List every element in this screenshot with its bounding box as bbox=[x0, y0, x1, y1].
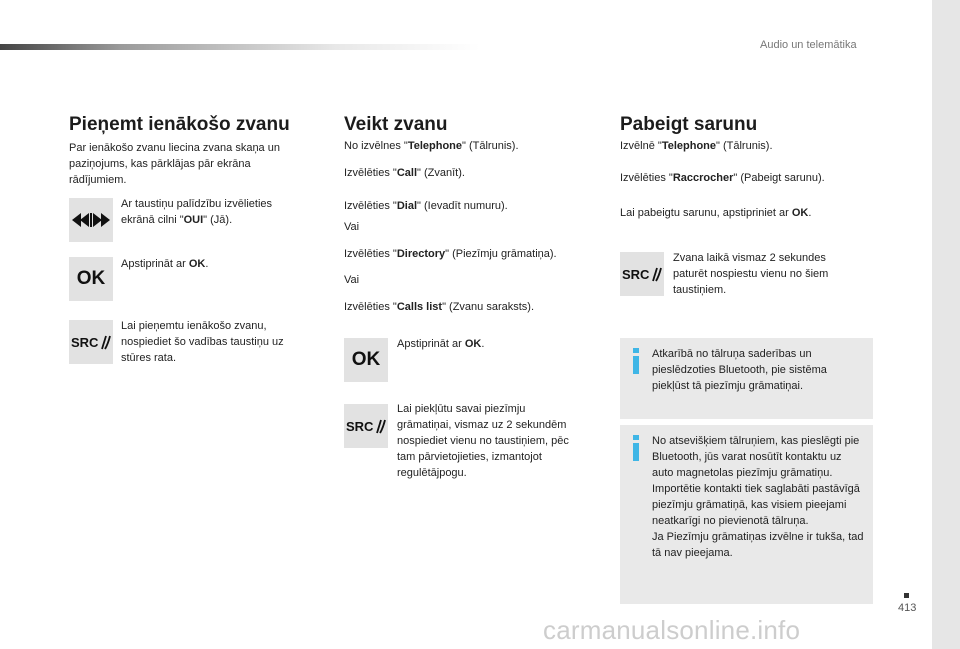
ok-button-icon: OK bbox=[344, 338, 388, 382]
info-text: Atkarībā no tālruņa saderības un pieslēdzoties Bluetooth, pie sistēma piekļūst tā piezīmju grāmatiņai. bbox=[652, 348, 827, 392]
answer-step-select-tab: Ar taustiņu palīdzību izvēlieties ekrānā cilni "OUI" (Jā). bbox=[121, 198, 273, 226]
section-title: Audio un telemātika bbox=[760, 39, 857, 51]
title-end-call: Pabeigt sarunu bbox=[620, 114, 758, 135]
info-paragraph: Ja Piezīmju grāmatiņas izvēlne ir tukša, tad tā nav pieejama. bbox=[652, 531, 864, 559]
info-paragraph: No atsevišķiem tālruņiem, kas pieslēgti pie Bluetooth, jūs varat nosūtīt kontaktu uz auto magnetolas piezīmju grāmatiņu. bbox=[652, 435, 860, 479]
call-step-select-call: Izvēlēties "Call" (Zvanīt). bbox=[344, 167, 465, 179]
src-steering-button-icon bbox=[620, 252, 664, 296]
or-text: Vai bbox=[344, 274, 360, 286]
ok-button-icon: OK bbox=[69, 257, 113, 301]
svg-text:SRC: SRC bbox=[622, 267, 650, 282]
info-box-contacts-import bbox=[620, 425, 873, 604]
page-number: 413 bbox=[898, 602, 917, 614]
header-gradient-bar bbox=[0, 44, 480, 50]
call-step-confirm: Apstiprināt ar OK. bbox=[397, 338, 485, 350]
watermark: carmanualsonline.info bbox=[543, 615, 801, 645]
answer-intro: Par ienākošo zvanu liecina zvana skaņa un paziņojums, kas pārklājas pār ekrāna rādījumiem. bbox=[69, 142, 280, 186]
call-step-menu: No izvēlnes "Telephone" (Tālrunis). bbox=[344, 140, 519, 152]
end-step-menu: Izvēlnē "Telephone" (Tālrunis). bbox=[620, 140, 773, 152]
title-answer-call: Pieņemt ienākošo zvanu bbox=[69, 114, 290, 135]
info-icon bbox=[632, 348, 640, 374]
src-steering-button-icon bbox=[344, 404, 388, 448]
info-icon bbox=[632, 435, 640, 461]
call-step-directory-access: Lai piekļūtu savai piezīmju grāmatiņai, vismaz uz 2 sekundēm nospiediet vienu no taustiņiem, pēc tam pārvietojieties, izmantojot regulētājpogu. bbox=[397, 403, 569, 479]
or-text: Vai bbox=[344, 221, 360, 233]
svg-text:SRC: SRC bbox=[346, 419, 374, 434]
page-marker bbox=[904, 593, 909, 598]
call-step-select-calls-list: Izvēlēties "Calls list" (Zvanu saraksts). bbox=[344, 301, 535, 313]
title-make-call: Veikt zvanu bbox=[344, 114, 448, 135]
info-text bbox=[652, 433, 865, 561]
arrow-keys-icon bbox=[69, 198, 113, 242]
svg-text:SRC: SRC bbox=[71, 335, 99, 350]
page-edge-tab bbox=[932, 0, 960, 649]
end-step-steering-key: Zvana laikā vismaz 2 sekundes paturēt nospiestu vienu no šiem taustiņiem. bbox=[673, 252, 829, 296]
src-steering-button-icon bbox=[69, 320, 113, 364]
answer-step-steering-key: Lai pieņemtu ienākošo zvanu, nospiediet šo vadības taustiņu uz stūres rata. bbox=[121, 320, 284, 364]
answer-step-confirm: Apstiprināt ar OK. bbox=[121, 258, 209, 270]
end-step-select-hangup: Izvēlēties "Raccrocher" (Pabeigt sarunu). bbox=[620, 172, 825, 184]
call-step-select-directory: Izvēlēties "Directory" (Piezīmju grāmatiņa). bbox=[344, 248, 557, 260]
call-step-select-dial: Izvēlēties "Dial" (Ievadīt numuru). bbox=[344, 200, 508, 212]
info-box-bluetooth-directory bbox=[620, 338, 873, 419]
info-paragraph: Importētie kontakti tiek saglabāti pastāvīgā piezīmju grāmatiņā, kas visiem pieejami neatkarīgi no pievienotā tālruņa. bbox=[652, 483, 860, 527]
end-step-confirm: Lai pabeigtu sarunu, apstipriniet ar OK. bbox=[620, 207, 812, 219]
